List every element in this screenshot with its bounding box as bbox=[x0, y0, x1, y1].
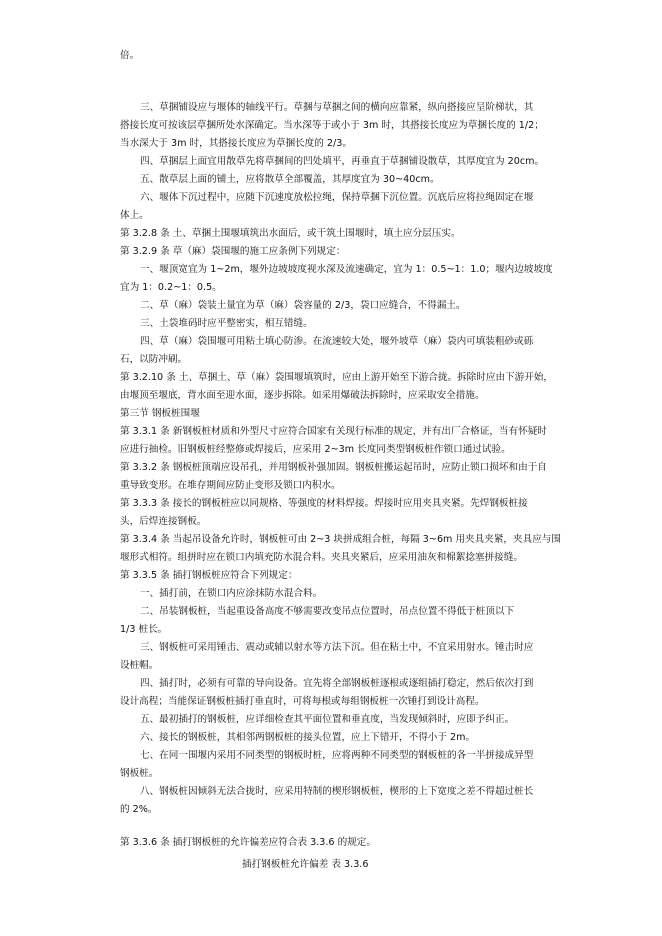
text-line: 堰形式相符。组拼时应在锁口内填充防水混合料。夹具夹紧后，应采用油灰和棉絮捻塞拼接缝。 bbox=[120, 552, 523, 563]
text-line: 1/3 桩长。 bbox=[120, 624, 168, 635]
text-line: 石，以防冲刷。 bbox=[120, 354, 188, 365]
text-line: 八、钢板桩因倾斜无法合拢时，应采用特制的楔形钢板桩，楔形的上下宽度之差不得超过桩长 bbox=[140, 786, 534, 797]
clause-heading: 第 3.2.9 条 草（麻）袋围堰的施工应条例下列规定： bbox=[120, 246, 346, 257]
clause-heading: 第 3.3.2 条 钢板桩顶端应设吊孔，并用钢板补强加固。钢板桩搬运起吊时，应防止锁口损坏和由于自 bbox=[120, 462, 547, 473]
text-line: 六、堰体下沉过程中，应随下沉速度放松拉绳，保持草捆下沉位置。沉底后应将拉绳固定在堰 bbox=[140, 192, 534, 203]
text-line: 七、在同一围堰内采用不同类型的钢板时桩，应将两种不同类型的钢板桩的各一半拼接成异型 bbox=[140, 750, 534, 761]
clause-heading: 第 3.3.1 条 新钢板桩材质和外型尺寸应符合国家有关现行标准的规定，并有出厂合格证，当有怀疑时 bbox=[120, 426, 547, 437]
text-line: 四、草（麻）袋围堰可用粘土填心防渗。在流速较大处，堰外坡草（麻）袋内可填装粗砂或砾 bbox=[140, 336, 534, 347]
clause-heading: 第 3.3.5 条 插打钢板桩应符合下列规定： bbox=[120, 570, 298, 581]
section-title: 第三节 钢板桩围堰 bbox=[120, 408, 200, 419]
clause-heading: 第 3.3.4 条 当起吊设备允许时，钢板桩可由 2~3 块拼成组合桩，每隔 3~6m 用夹具夹紧，夹具应与围 bbox=[120, 534, 561, 545]
text-line: 三、钢板桩可采用锤击、震动或辅以射水等方法下沉。但在粘土中，不宜采用射水。锤击时应 bbox=[140, 642, 534, 653]
text-line: 三、草捆铺设应与堰体的轴线平行。草捆与草捆之间的横向应靠紧，纵向搭接应呈阶梯状，其 bbox=[140, 102, 534, 113]
text-line: 搭接长度可按该层草捆所处水深确定。当水深等于或小于 3m 时，其搭接长度应为草捆长度的 1/2； bbox=[120, 120, 544, 131]
text-line: 由堰顶至堰底，背水面至迎水面，逐步拆除。如采用爆破法拆除时，应采取安全措施。 bbox=[120, 390, 485, 401]
clause-heading: 第 3.2.10 条 土、草捆土、草（麻）袋围堰填筑时，应由上游开始至下游合拢。拆除时应由下游开始， bbox=[120, 372, 554, 383]
text-line: 的 2%。 bbox=[120, 804, 158, 815]
text-line: 应进行抽检。旧钢板桩经整修或焊接后，应采用 2~3m 长度同类型钢板桩作锁口通过试验。 bbox=[120, 444, 511, 455]
text-line: 五、散草层上面的铺土，应将散草全部覆盖，其厚度宜为 30~40cm。 bbox=[140, 174, 440, 185]
text-line: 头，后焊连接钢板。 bbox=[120, 516, 207, 527]
text-line: 一、堰顶宽宜为 1~2m，堰外边坡坡度视水深及流速确定，宜为 1：0.5~1：1.0；堰内边坡坡度 bbox=[140, 264, 553, 275]
text-line: 二、吊装钢板桩，当起重设备高度不够需要改变吊点位置时，吊点位置不得低于桩顶以下 bbox=[140, 606, 515, 617]
text-line: 体上。 bbox=[120, 210, 149, 221]
text-line: 四、草捆层上面宜用散草先将草捆间的凹处填平，再垂直于草捆铺设散草，其厚度宜为 20cm。 bbox=[140, 156, 545, 167]
text-line: 设计高程；当能保证钢板桩插打垂直时，可将每根或每组钢板桩一次锤打到设计高程。 bbox=[120, 696, 485, 707]
text-line: 钢板桩。 bbox=[120, 768, 159, 779]
text-line: 五、最初插打的钢板桩，应详细检查其平面位置和垂直度，当发现倾斜时，应即予纠正。 bbox=[140, 714, 515, 725]
text-line: 六、接长的钢板桩，其相邻两钢板桩的接头位置，应上下错开，不得小于 2m。 bbox=[140, 732, 476, 743]
text-line: 三、土袋堆码时应平整密实，相互错缝。 bbox=[140, 318, 313, 329]
clause-heading: 第 3.3.3 条 接长的钢板桩应以同规格、等强度的材料焊接。焊接时应用夹具夹紧。先焊钢板桩接 bbox=[120, 498, 528, 509]
text-line: 宜为 1：0.2~1：0.5。 bbox=[120, 282, 222, 293]
text-line: 二、草（麻）袋装土量宜为草（麻）袋容量的 2/3，袋口应缝合，不得漏土。 bbox=[140, 300, 466, 311]
text-line: 倍。 bbox=[120, 50, 140, 61]
clause-heading: 第 3.2.8 条 土、草捆土围堰填筑出水面后，或干筑土围堰时，填土应分层压实。 bbox=[120, 228, 461, 239]
table-caption: 插打钢板桩允许偏差 表 3.3.6 bbox=[242, 859, 369, 870]
text-line: 设桩帽。 bbox=[120, 660, 159, 671]
text-line: 一、插打前，在锁口内应涂抹防水混合料。 bbox=[140, 588, 323, 599]
text-line: 重导致变形。在堆存期间应防止变形及锁口内积水。 bbox=[120, 480, 341, 491]
clause-heading: 第 3.3.6 条 插打钢板桩的允许偏差应符合表 3.3.6 的规定。 bbox=[120, 837, 376, 848]
text-line: 当水深大于 3m 时，其搭接长度应为草捆长度的 2/3。 bbox=[120, 138, 352, 149]
text-line: 四、插打时，必须有可靠的导向设备。宜先将全部钢板桩逐根或逐组插打稳定，然后依次打到 bbox=[140, 678, 534, 689]
